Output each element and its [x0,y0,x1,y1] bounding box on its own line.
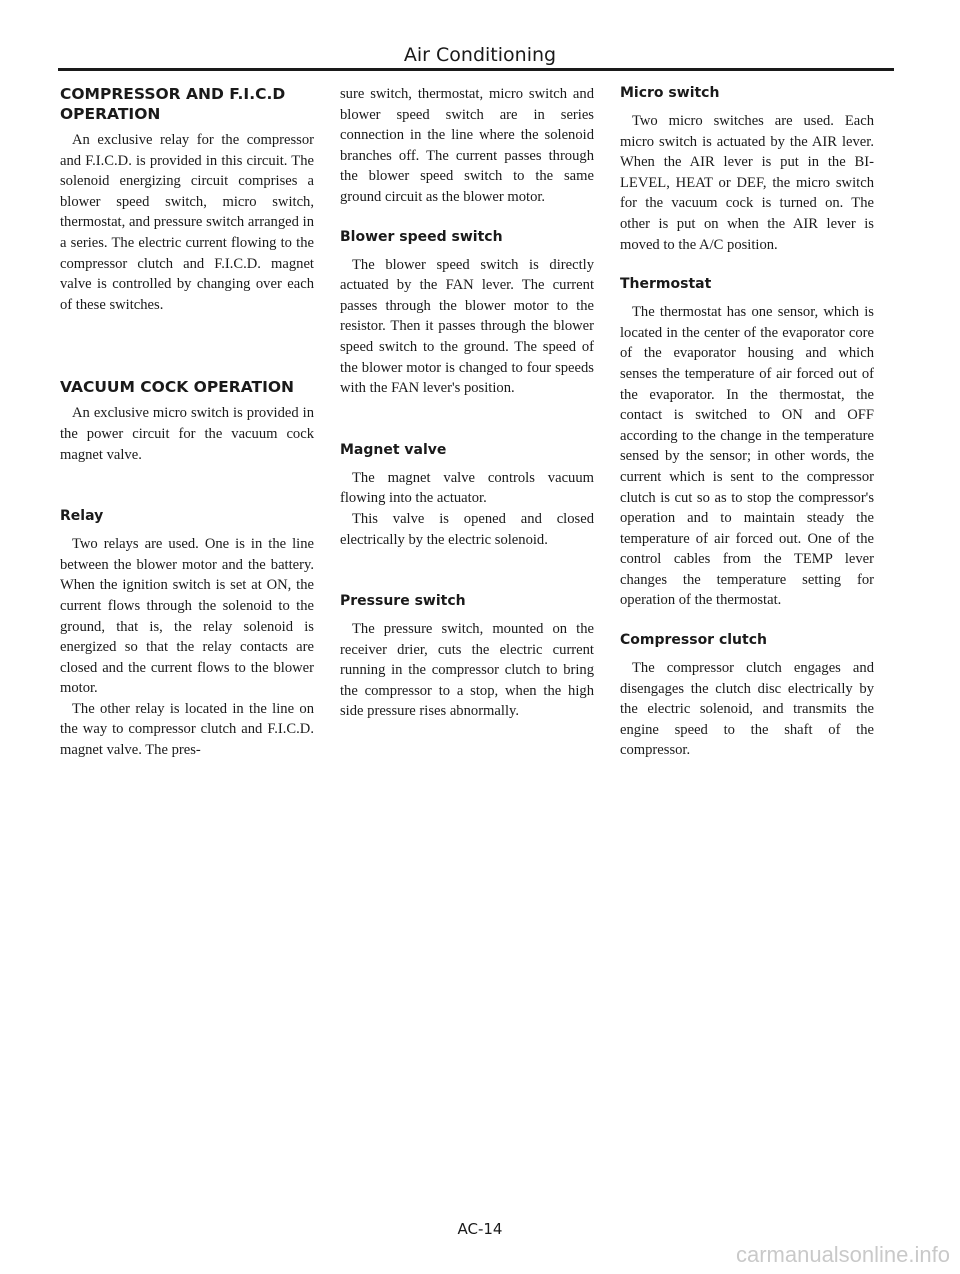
paragraph-compressor-ficd: An exclusive relay for the compressor and F.I.C.D. is provided in this circuit. The solenoid energizing circuit comprises a blower speed switch, micro switch, thermostat, and pressure switch arranged in a series. The electric current flowing to the compressor clutch and F.I.C.D. magnet valve is controlled by changing over each of these switches. [60,132,314,313]
subheading-pressure-switch: Pressure switch [340,593,466,610]
section-heading-vacuum-cock: VACUUM COCK OPERATION [60,378,294,397]
paragraph-relay-1: Two relays are used. One is in the line between the blower motor and the battery. When the ignition switch is set at ON, the current flows through the solenoid to the ground, that is, the relay solenoid is energized so that the relay contacts are closed and the current flows to the blower motor. [60,536,314,697]
running-header: Air Conditioning [403,44,557,66]
header-rule [58,68,894,71]
paragraph-vacuum-cock: An exclusive micro switch is provided in the power circuit for the vacuum cock magnet valve. [60,405,314,463]
column-2 [340,84,594,722]
subheading-magnet-valve: Magnet valve [340,441,447,458]
paragraph-blower-speed-switch: The blower speed switch is directly actuated by the FAN lever. The current passes through the blower motor to the resistor. Then it passes through the blower speed switch to the ground. The speed of the blower motor is changed to four speeds with the FAN lever's position. [340,256,594,397]
paragraph-compressor-clutch: The compressor clutch engages and disengages the clutch disc electrically by the electric solenoid, and transmits the engine speed to the shaft of the compressor. [620,660,874,759]
page-number: AC-14 [457,1220,503,1238]
subheading-relay: Relay [60,508,104,525]
subheading-blower-speed-switch: Blower speed switch [340,228,503,245]
paragraph-relay-2: The other relay is located in the line on the way to compressor clutch and F.I.C.D. magnet valve. The pres- [60,700,314,759]
paragraph-magnet-valve-1: The magnet valve controls vacuum flowing into the actuator. [340,469,594,507]
heading-line-2: OPERATION [60,105,161,123]
heading-line-1: COMPRESSOR AND F.I.C.D [60,85,286,103]
watermark: carmanualsonline.info [735,1242,950,1267]
paragraph-relay-continued: sure switch, thermostat, micro switch and blower speed switch are in series connection in the line where the solenoid branches off. The current passes through the blower speed switch to the same ground circuit as the blower motor. [340,86,594,205]
subheading-micro-switch: Micro switch [620,85,720,101]
column-3 [620,84,874,761]
subheading-thermostat: Thermostat [620,276,712,293]
subheading-compressor-clutch: Compressor clutch [620,632,767,649]
paragraph-pressure-switch: The pressure switch, mounted on the receiver drier, cuts the electric current running in the compressor clutch to bring the compressor to a stop, when the high side pressure rises abnormally. [340,621,594,720]
section-heading-compressor-ficd [60,84,314,124]
paragraph-magnet-valve-2: This valve is opened and closed electrically by the electric solenoid. [340,510,594,548]
column-1 [60,84,314,761]
paragraph-micro-switch: Two micro switches are used. Each micro switch is actuated by the AIR lever. When the AIR lever is put in the BI-LEVEL, HEAT or DEF, the micro switch for the vacuum cock is turned on. The other is put on when the AIR lever is moved to the A/C position. [620,113,874,253]
paragraph-thermostat: The thermostat has one sensor, which is located in the center of the evaporator core of the evaporator housing and which senses the temperature of air forced out of the evaporator. In the thermostat, the contact is switched to ON and OFF according to the change in the temperature sensed by the sensor; in other words, the current which is sent to the compressor clutch is cut so as to stop the compressor's operation and to maintain steady the temperature of air forced out. One of the control cables from the TEMP lever changes the temperature setting for operation of the thermostat. [620,304,874,609]
